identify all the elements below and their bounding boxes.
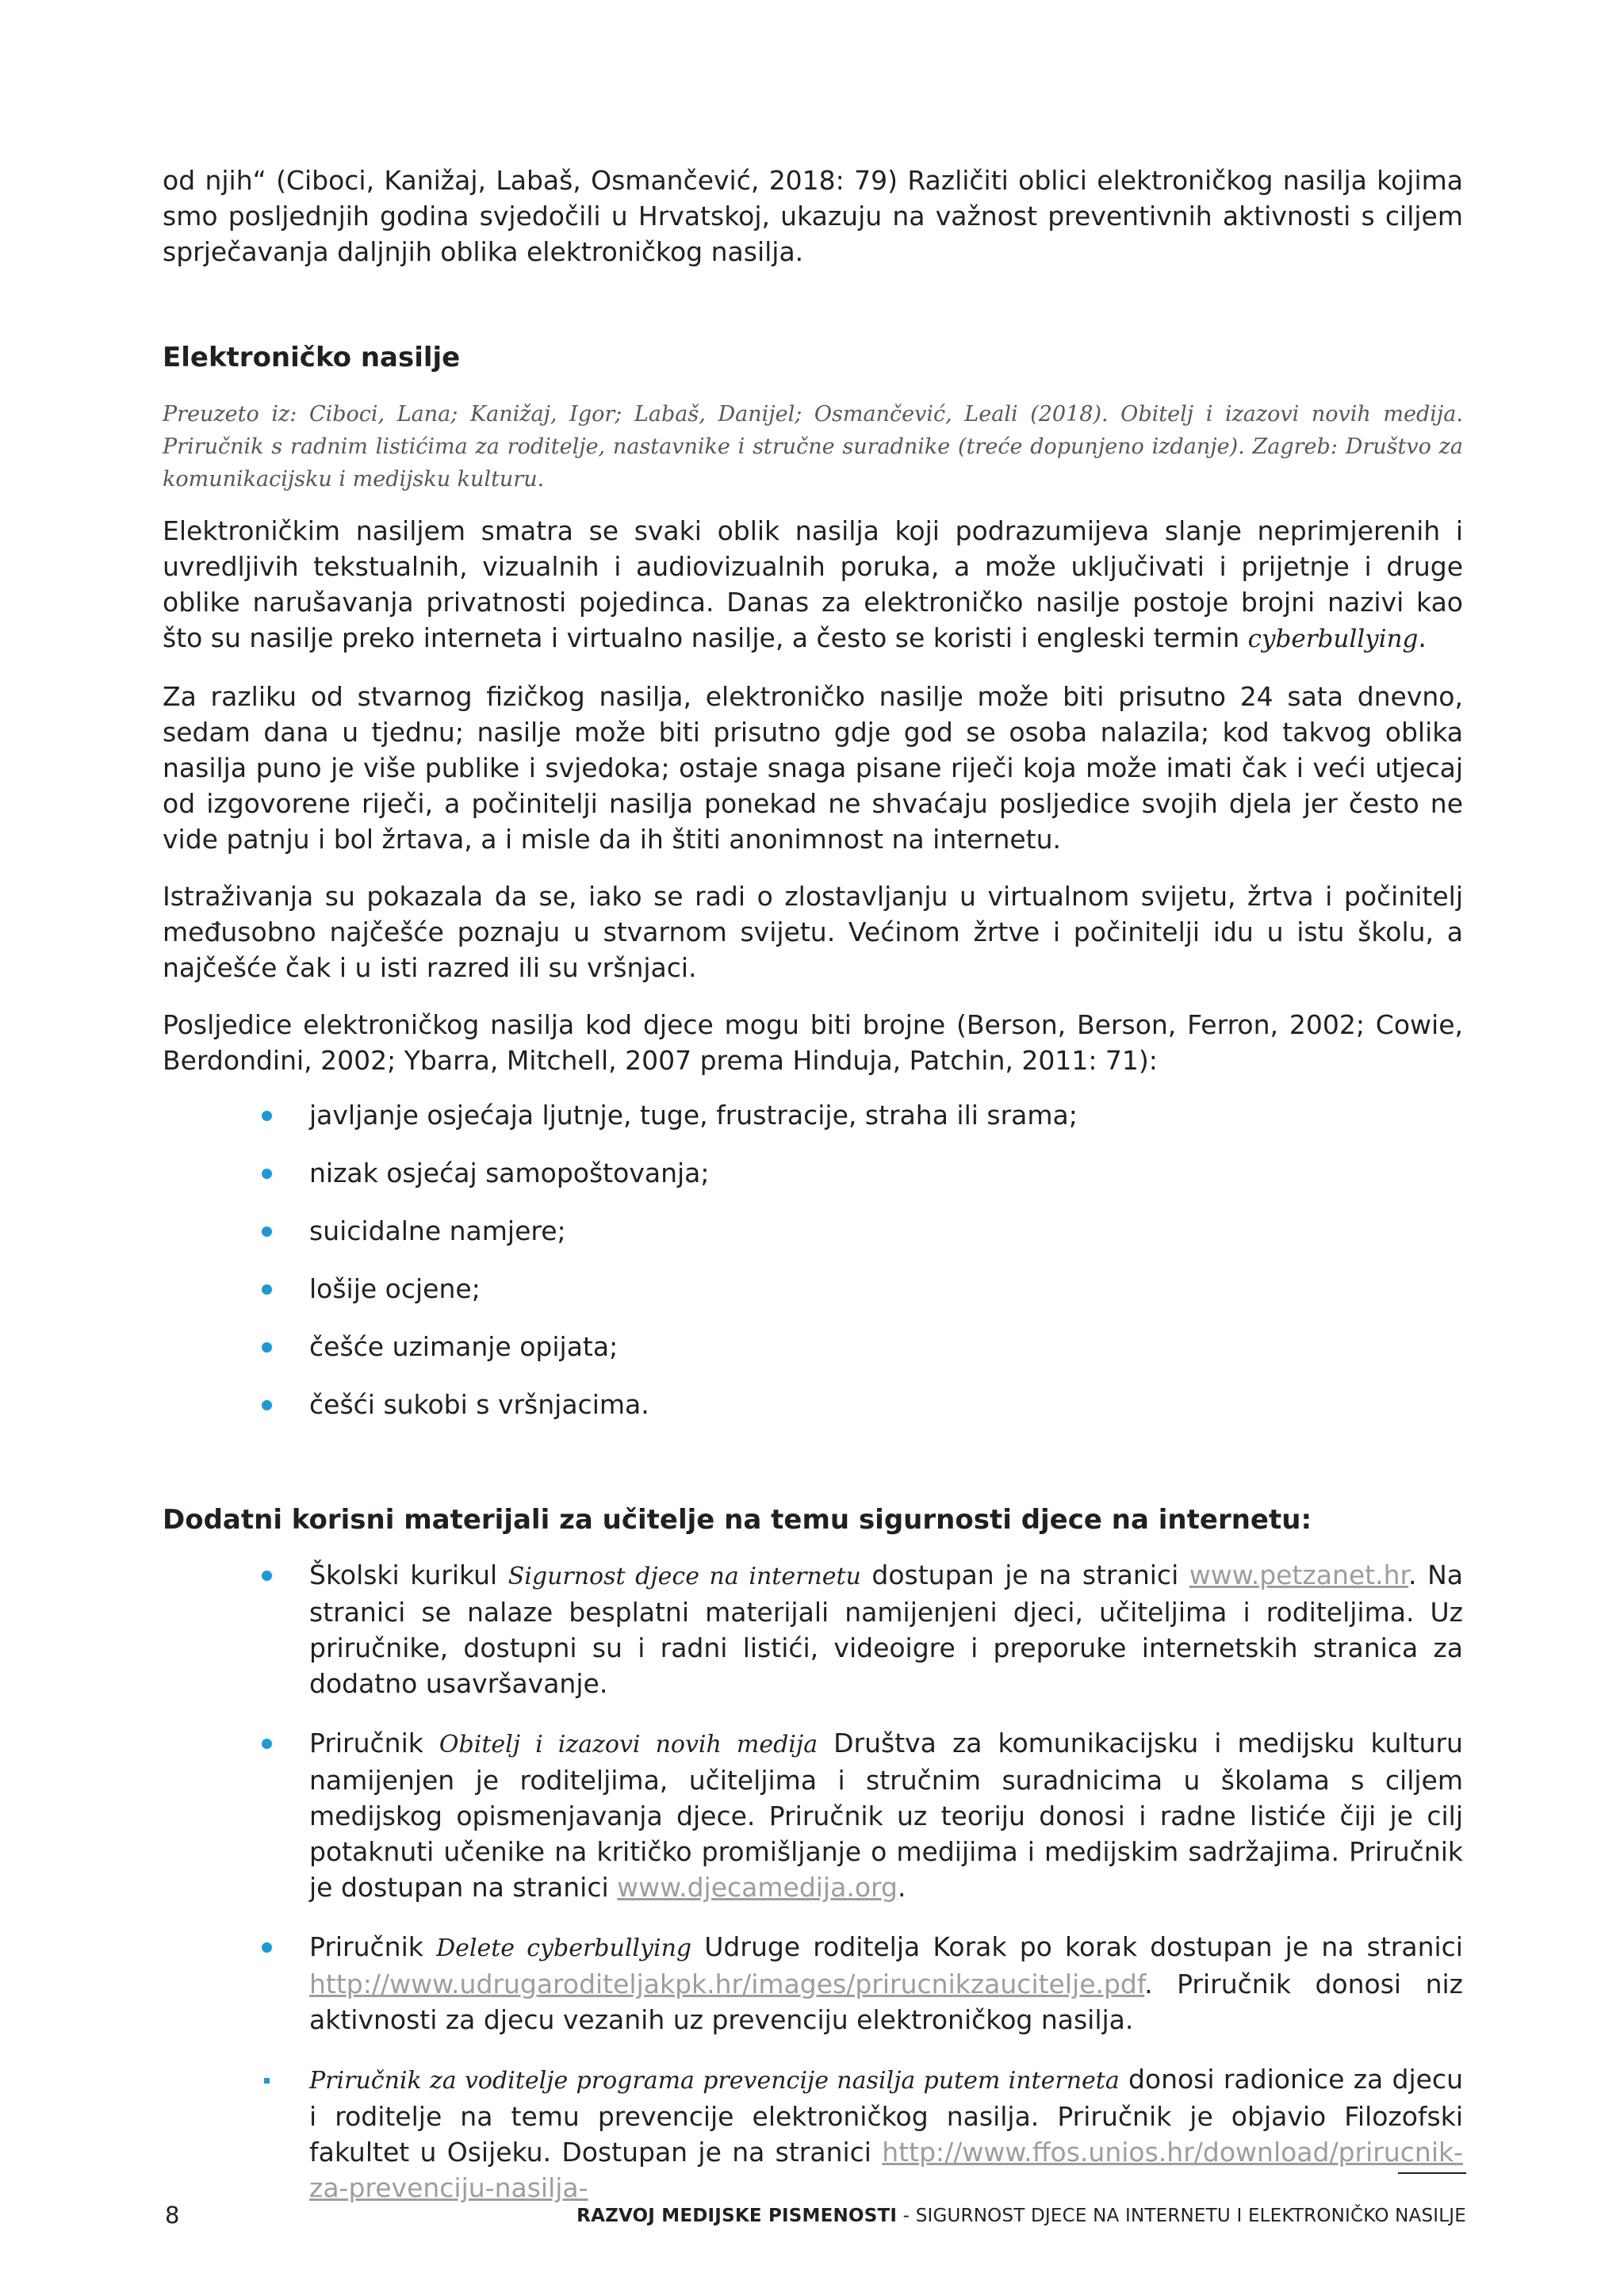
term-cyberbullying: cyberbullying bbox=[1247, 625, 1419, 653]
bullet-icon bbox=[262, 1169, 272, 1179]
resource-title: Priručnik za voditelje programa prevencije nasilja putem interneta bbox=[309, 2067, 1120, 2095]
materials-list bbox=[163, 1557, 1463, 2206]
intro-paragraph: od njih“ (Ciboci, Kanižaj, Labaš, Osmančević, 2018: 79) Različiti oblici elektroničkog nasilja kojima smo posljednjih godina svjedočili u Hrvatskoj, ukazuju na važnost preventivnih aktivnosti s ciljem sprječavanja daljnjih oblika elektroničkog nasilja. bbox=[163, 165, 1463, 267]
page-number: 8 bbox=[165, 2202, 180, 2229]
paragraph-consequences-intro: Posljedice elektroničkog nasilja kod djece mogu biti brojne (Berson, Berson, Ferron, 2002; Cowie, Berdondini, 2002; Ybarra, Mitchell, 2007 prema Hinduja, Patchin, 2011: 71): bbox=[163, 1009, 1463, 1076]
resource-title: Delete cyberbullying bbox=[436, 1934, 692, 1962]
paragraph-definition bbox=[163, 513, 1463, 657]
djecamedija-link[interactable]: www.djecamedija.org bbox=[617, 1872, 898, 1903]
list-item: češće uzimanje opijata; bbox=[163, 1329, 1463, 1364]
resource-title: Obitelj i izazovi novih medija bbox=[439, 1731, 818, 1758]
bullet-icon bbox=[262, 1284, 272, 1295]
udrugaroditeljakpk-link[interactable]: http://www.udrugaroditeljakpk.hr/images/prirucnikzaucitelje.pdf bbox=[309, 1969, 1145, 1999]
footer-rule bbox=[1398, 2172, 1466, 2174]
ffos-link[interactable]: http://www.ffos.unios.hr/download/prirucnik-za-prevenciju-nasilja- bbox=[309, 2137, 1463, 2203]
section-heading-materials: Dodatni korisni materijali za učitelje na temu sigurnosti djece na internetu: bbox=[163, 1504, 1312, 1536]
list-item: lošije ocjene; bbox=[163, 1271, 1463, 1307]
list-item: nizak osjećaj samopoštovanja; bbox=[163, 1155, 1463, 1191]
bullet-icon bbox=[262, 1571, 272, 1581]
page-content bbox=[163, 163, 1463, 2229]
paragraph-differences: Za razliku od stvarnog fizičkog nasilja, elektroničko nasilje može biti prisutno 24 sata dnevno, sedam dana u tjednu; nasilje može biti prisutno gdje god se osoba nalazila; kod takvog oblika nasilja puno je više publike i svjedoka; ostaje snaga pisane riječi koja može imati čak i veći utjecaj od izgovorene riječi, a počinitelji nasilja ponekad ne shvaćaju posljedice svojih djela jer često ne vide patnju i bol žrtava, a i misle da ih štiti anonimnost na internetu. bbox=[163, 681, 1463, 855]
list-item: javljanje osjećaja ljutnje, tuge, frustracije, straha ili srama; bbox=[163, 1097, 1463, 1133]
bullet-icon bbox=[262, 1342, 272, 1353]
paragraph-research: Istraživanja su pokazala da se, iako se radi o zlostavljanju u virtualnom svijetu, žrtva i počinitelj međusobno najčešće poznaju u stvarnom svijetu. Većinom žrtve i počinitelji idu u istu školu, a najčešće čak i u isti razred ili su vršnjaci. bbox=[163, 881, 1463, 983]
list-item-handbook-family: Priručnik Obitelj i izazovi novih medija Društva za komunikacijsku i medijsku kulturu namijenjen je roditeljima, učiteljima i stručnim suradnicima u školama s ciljem medijskog opismenjavanja djece. Priručnik uz teoriju donosi i radne listiće čiji je cilj potaknuti učenike na kritičko promišljanje o medijima i medijskim sadržajima. Priručnik je dostupan na stranici www.djecamedija.org. bbox=[163, 1725, 1463, 1905]
bullet-icon bbox=[262, 1739, 272, 1749]
bullet-icon bbox=[262, 1400, 272, 1410]
petzanet-link[interactable]: www.petzanet.hr bbox=[1189, 1559, 1409, 1590]
bullet-icon bbox=[262, 1111, 272, 1121]
consequences-list bbox=[163, 1097, 1463, 1422]
bullet-icon bbox=[262, 1942, 272, 1953]
list-item: češći sukobi s vršnjacima. bbox=[163, 1387, 1463, 1422]
footer-title-rest: - SIGURNOST DJECE NA INTERNETU I ELEKTRONIČKO NASILJE bbox=[897, 2206, 1466, 2226]
definition-end: . bbox=[1418, 622, 1427, 653]
section-heading-cyberviolence: Elektroničko nasilje bbox=[163, 342, 461, 373]
footer-title-bold: RAZVOJ MEDIJSKE PISMENOSTI bbox=[576, 2206, 898, 2226]
list-item-curriculum: Školski kurikul Sigurnost djece na internetu dostupan je na stranici www.petzanet.hr. Na stranici se nalaze besplatni materijali namijenjeni djeci, učiteljima i roditeljima. Uz priručnike, dostupni su i radni listići, videoigre i preporuke internetskih stranica za dodatno usavršavanje. bbox=[163, 1557, 1463, 1701]
list-item-delete-cyberbullying: Priručnik Delete cyberbullying Udruge roditelja Korak po korak dostupan je na stranici http://www.udrugaroditeljakpk.hr/images/prirucnikzaucitelje.pdf. Priručnik donosi niz aktivnosti za djecu vezanih uz prevenciju elektroničkog nasilja. bbox=[163, 1929, 1463, 2038]
definition-text: Elektroničkim nasiljem smatra se svaki oblik nasilja koji podrazumijeva slanje neprimjerenih i uvredljivih tekstualnih, vizualnih i audiovizualnih poruka, a može uključivati i prijetnje i druge oblike narušavanja privatnosti pojedinca. Danas za elektroničko nasilje postoje brojni nazivi kao što su nasilje preko interneta i virtualno nasilje, a često se koristi i engleski termin bbox=[163, 515, 1463, 653]
resource-title: Sigurnost djece na internetu bbox=[508, 1563, 861, 1590]
bullet-icon bbox=[264, 2078, 270, 2084]
bullet-icon bbox=[262, 1226, 272, 1237]
footer-title bbox=[576, 2204, 1466, 2228]
list-item-prevention-handbook: Priručnik za voditelje programa prevencije nasilja putem interneta donosi radionice za djecu i roditelje na temu prevencije elektroničkog nasilja. Priručnik je objavio Filozofski fakultet u Osijeku. Dostupan je na stranici http://www.ffos.unios.hr/download/prirucnik-za-prevenciju-nasilja- bbox=[163, 2061, 1463, 2206]
list-item: suicidalne namjere; bbox=[163, 1213, 1463, 1249]
source-citation: Preuzeto iz: Ciboci, Lana; Kanižaj, Igor; Labaš, Danijel; Osmančević, Leali (2018). Obitelj i izazovi novih medija. Priručnik s radnim listićima za roditelje, nastavnike i stručne suradnike (treće dopunjeno izdanje). Zagreb: Društvo za komunikacijsku i medijsku kulturu. bbox=[163, 402, 1463, 492]
